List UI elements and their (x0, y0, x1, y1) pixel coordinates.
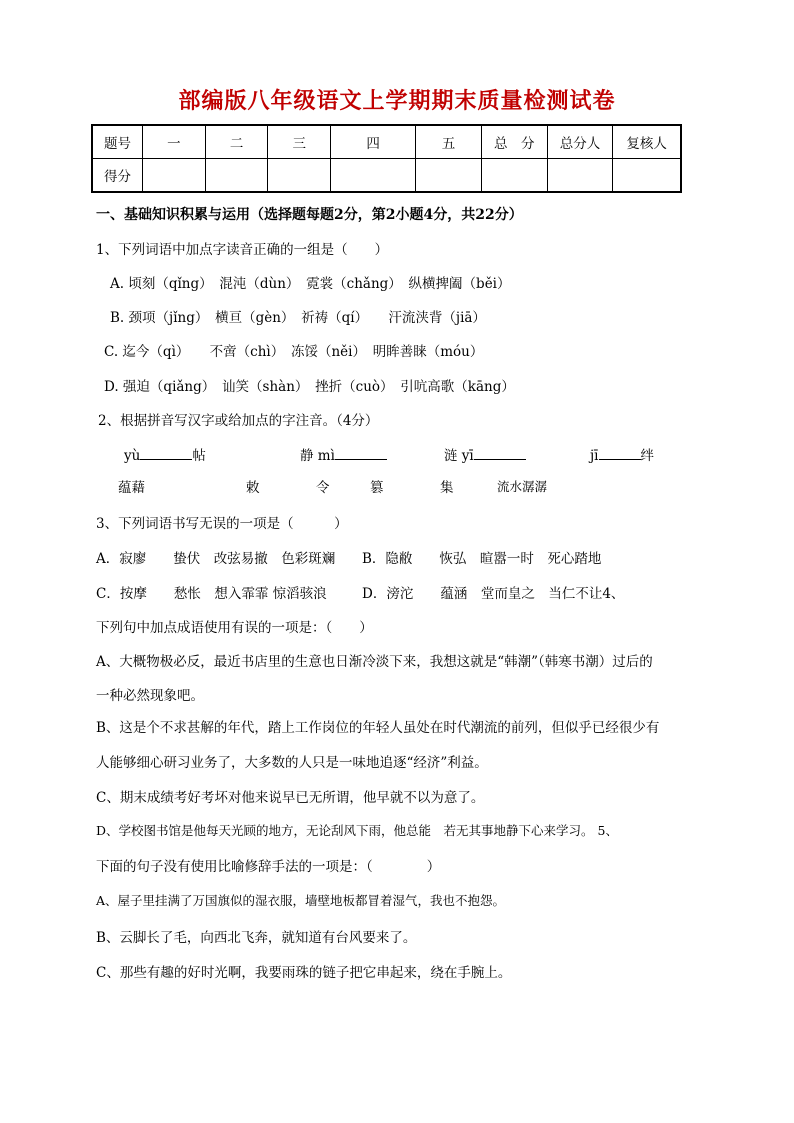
answer-blank (599, 445, 641, 460)
option-b-cont: 人能够细心研习业务了，大多数的人只是一味地追逐“经济”利益。 (96, 755, 488, 771)
hanzi: 帖 (192, 448, 206, 464)
score-table-score-row (92, 159, 681, 193)
exam-title: 部编版八年级语文上学期期末质量检测试卷 (178, 89, 616, 114)
score-cell: 二 (205, 125, 268, 159)
score-cell: 复核人 (613, 125, 681, 159)
score-cell: 三 (268, 125, 331, 159)
option-b: B、云脚长了毛，向西北飞奔，就知道有台风要来了。 (96, 930, 417, 946)
answer-blank (140, 445, 192, 460)
score-entry (205, 159, 268, 193)
char-item: 令 (316, 480, 330, 496)
option-a: A、屋子里挂满了万国旗似的湿衣服，墙壁地板都冒着湿气，我也不抱怨。 (96, 893, 506, 908)
question-stem: 下面的句子没有使用比喻修辞手法的一项是：（ ） (96, 859, 441, 875)
score-entry (143, 159, 206, 193)
option-a: A. 顷刻（qǐng） 混沌（dùn） 霓裳（chǎng） 纵横捭阖（běi） (110, 276, 511, 292)
score-cell: 总分人 (547, 125, 613, 159)
option-a: A．寂廖 蛰伏 改弦易撤 色彩斑斓 (96, 551, 336, 567)
score-entry (481, 159, 547, 193)
score-cell: 五 (416, 125, 482, 159)
score-entry (416, 159, 482, 193)
char-item: 集 (440, 480, 454, 496)
option-c: C．按摩 愁怅 想入霏霏 惊滔骇浪 (96, 586, 327, 602)
hanzi: 绊 (640, 448, 655, 464)
option-d: D．滂沱 蕴涵 堂而皇之 当仁不让4、 (362, 586, 625, 602)
score-entry (547, 159, 613, 193)
option-c: C、期末成绩考好考坏对他来说早已无所谓，他早就不以为意了。 (96, 790, 485, 806)
option-a-cont: 一种必然现象吧。 (96, 688, 204, 704)
option-b: B、这是个不求甚解的年代，踏上工作岗位的年轻人虽处在时代潮流的前列，但似乎已经很少有 (96, 720, 660, 736)
score-entry (331, 159, 416, 193)
score-cell: 四 (331, 125, 416, 159)
question-stem: 3、下列词语书写无误的一项是（ ） (96, 516, 348, 532)
score-cell: 总 分 (481, 125, 547, 159)
option-c: C. 迄今（qì） 不啻（chì） 冻馁（něi） 明眸善睐（móu） (104, 344, 484, 360)
pinyin-item (444, 444, 526, 464)
pinyin-item (124, 444, 206, 464)
option-d: D. 强迫（qiǎng） 讪笑（shàn） 挫折（cuò） 引吭高歌（kāng） (104, 379, 515, 395)
pinyin-item (590, 444, 654, 464)
option-b: B．隐敝 恢弘 暄嚣一时 死心踏地 (362, 551, 602, 567)
score-label: 得分 (92, 159, 143, 193)
pinyin: yù (124, 448, 141, 464)
option-a: A、大概物极必反，最近书店里的生意也日渐冷淡下来，我想这就是“韩潮”（韩寒书潮）过后的 (96, 654, 653, 670)
pinyin: 静 mì (300, 448, 335, 464)
char-item: 敕 (246, 480, 260, 496)
pinyin-item (300, 444, 387, 464)
pinyin: jī (590, 448, 599, 464)
question-stem: 1、下列词语中加点字读音正确的一组是（ ） (96, 242, 389, 258)
score-table (91, 124, 682, 193)
score-table-header-row (92, 125, 681, 159)
option-d: D、学校图书馆是他每天光顾的地方，无论刮风下雨，他总能 若无其事地静下心来学习。 5、 (96, 823, 618, 838)
section-heading: 一、基础知识积累与运用（选择题每题2分，第2小题4分，共22分） (96, 207, 523, 223)
option-b: B. 颈项（jǐng） 横亘（gèn） 祈祷（qí） 汗流浃背（jiā） (110, 310, 486, 326)
score-entry (613, 159, 681, 193)
char-item: 流水潺潺 (497, 479, 548, 494)
answer-blank (335, 445, 387, 460)
option-c: C、那些有趣的好时光啊，我要雨珠的链子把它串起来，绕在手腕上。 (96, 965, 512, 981)
char-item: 篡 (370, 480, 384, 496)
score-entry (268, 159, 331, 193)
score-cell: 题号 (92, 125, 143, 159)
char-item: 蕴藉 (118, 480, 145, 496)
answer-blank (474, 445, 526, 460)
question-stem: 下列句中加点成语使用有误的一项是：（ ） (96, 620, 373, 636)
score-cell: 一 (143, 125, 206, 159)
question-stem: 2、根据拼音写汉字或给加点的字注音。（4分） (98, 413, 379, 429)
pinyin: 涟 yī (444, 448, 474, 464)
